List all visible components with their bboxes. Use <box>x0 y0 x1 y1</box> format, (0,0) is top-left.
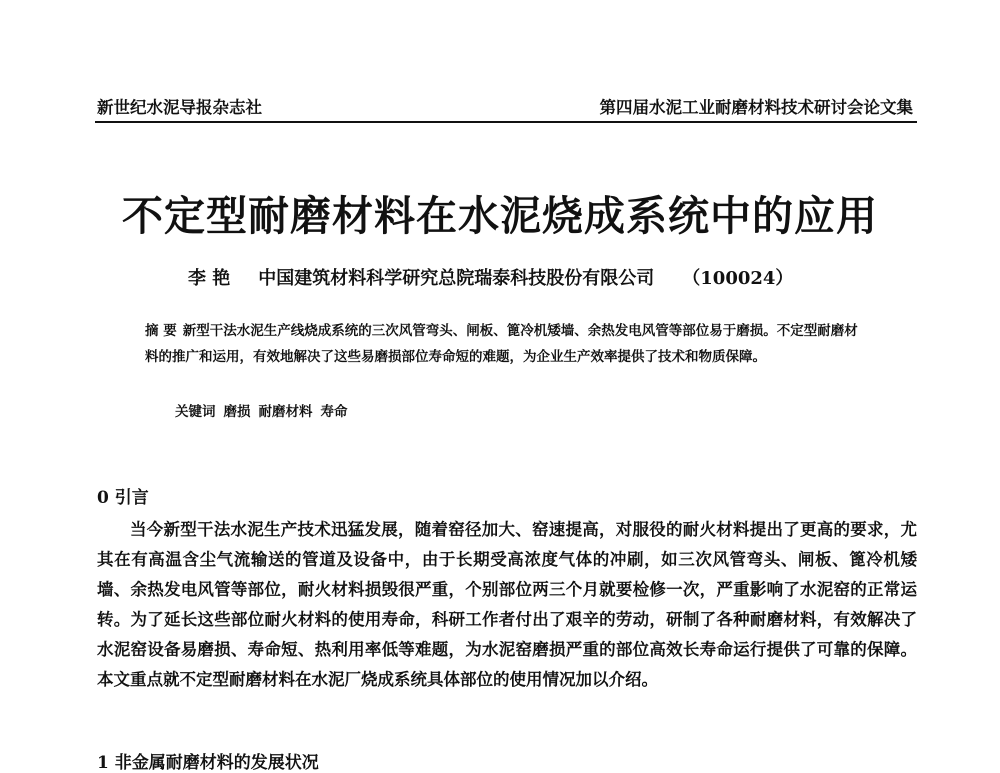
running-header <box>97 92 913 122</box>
keywords <box>175 400 356 420</box>
keyword: 耐磨材料 <box>258 404 313 420</box>
header-rule <box>95 121 917 123</box>
author-postcode: （100024） <box>682 268 794 289</box>
keyword: 寿命 <box>320 404 348 420</box>
abstract <box>145 318 867 370</box>
keywords-label: 关键词 <box>175 404 216 420</box>
header-publisher: 新世纪水泥导报杂志社 <box>97 98 262 117</box>
author-line <box>188 264 821 290</box>
author-affiliation: 中国建筑材料科学研究总院瑞泰科技股份有限公司 <box>258 268 655 289</box>
paper-title: 不定型耐磨材料在水泥烧成系统中的应用 <box>122 192 878 240</box>
abstract-label: 摘 要 <box>145 323 177 339</box>
header-proceedings-title: 第四届水泥工业耐磨材料技术研讨会论文集 <box>599 98 913 117</box>
keyword: 磨损 <box>223 404 251 420</box>
author-name: 李 艳 <box>188 268 231 289</box>
introduction-paragraph: 当今新型干法水泥生产技术迅猛发展，随着窑径加大、窑速提高，对服役的耐火材料提出了更高的要求，尤其在有高温含尘气流输送的管道及设备中，由于长期受高浓度气体的冲刷，如三次风管弯头、闸板、篦冷机矮墙、余热发电风管等部位，耐火材料损毁很严重，个别部位两三个月就要检修一次，严重影响了水泥窑的正常运转。为了延长这些部位耐火材料的使用寿命，科研工作者付出了艰辛的劳动，研制了各种耐磨材料，有效解决了水泥窑设备易磨损、寿命短、热利用率低等难题，为水泥窑磨损严重的部位高效长寿命运行提供了可靠的保障。本文重点就不定型耐磨材料在水泥厂烧成系统具体部位的使用情况加以介绍。 <box>97 520 917 689</box>
section-heading-development: 1 非金属耐磨材料的发展状况 <box>97 753 319 773</box>
abstract-text: 新型干法水泥生产线烧成系统的三次风管弯头、闸板、篦冷机矮墙、余热发电风管等部位易于磨损。不定型耐磨材料的推广和运用，有效地解决了这些易磨损部位寿命短的难题，为企业生产效率提供了技术和物质保障。 <box>145 323 858 365</box>
section-heading-introduction: 0 引言 <box>97 488 149 508</box>
